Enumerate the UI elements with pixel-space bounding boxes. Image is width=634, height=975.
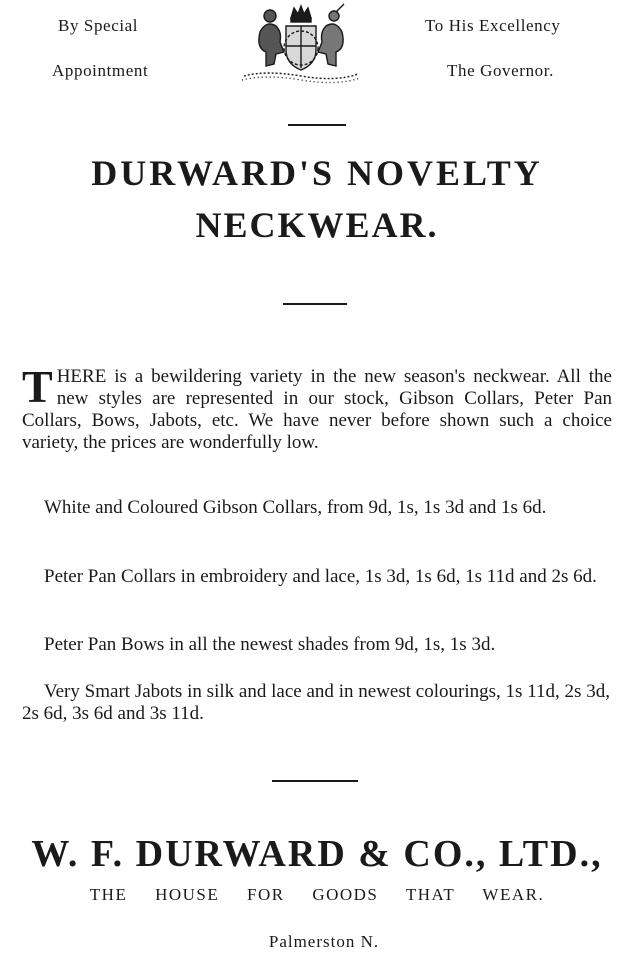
by-special-text: By Special [58, 16, 139, 35]
divider-mid [283, 303, 347, 305]
appointment-text: Appointment [52, 61, 149, 80]
smart-jabots-item: Very Smart Jabots in silk and lace and in newest colourings, 1s 11d, 2s 3d, 2s 6d, 3s 6d and 3s 11d. [22, 681, 610, 724]
excellency-text: To His Excellency [425, 16, 561, 35]
divider-top [288, 124, 346, 126]
company-name: W. F. DURWARD & CO., LTD., [31, 833, 603, 875]
governor-text: The Governor. [447, 61, 554, 80]
drop-cap: T [22, 361, 53, 412]
intro-text: HERE is a bewildering variety in the new season's neckwear. All the new styles are represented in our stock, Gibson Collars, Peter Pan Collars, Bows, Jabots, etc. We have never before shown such a choice variety, the prices are wonderfully low. [22, 366, 612, 453]
intro-paragraph [22, 361, 612, 454]
headline-line2: NECKWEAR. [195, 205, 439, 245]
headline-line1: DURWARD'S NOVELTY [91, 153, 543, 193]
peter-pan-collars-item: Peter Pan Collars in embroidery and lace, 1s 3d, 1s 6d, 1s 11d and 2s 6d. [44, 566, 597, 587]
royal-coat-of-arms-icon [236, 2, 366, 84]
company-tagline: THE HOUSE FOR GOODS THAT WEAR. [89, 885, 545, 904]
gibson-collars-item: White and Coloured Gibson Collars, from 9d, 1s, 1s 3d and 1s 6d. [44, 497, 547, 518]
divider-bottom [272, 780, 358, 782]
town-name: Palmerston N. [268, 932, 380, 951]
peter-pan-bows-item: Peter Pan Bows in all the newest shades from 9d, 1s, 1s 3d. [44, 634, 496, 655]
